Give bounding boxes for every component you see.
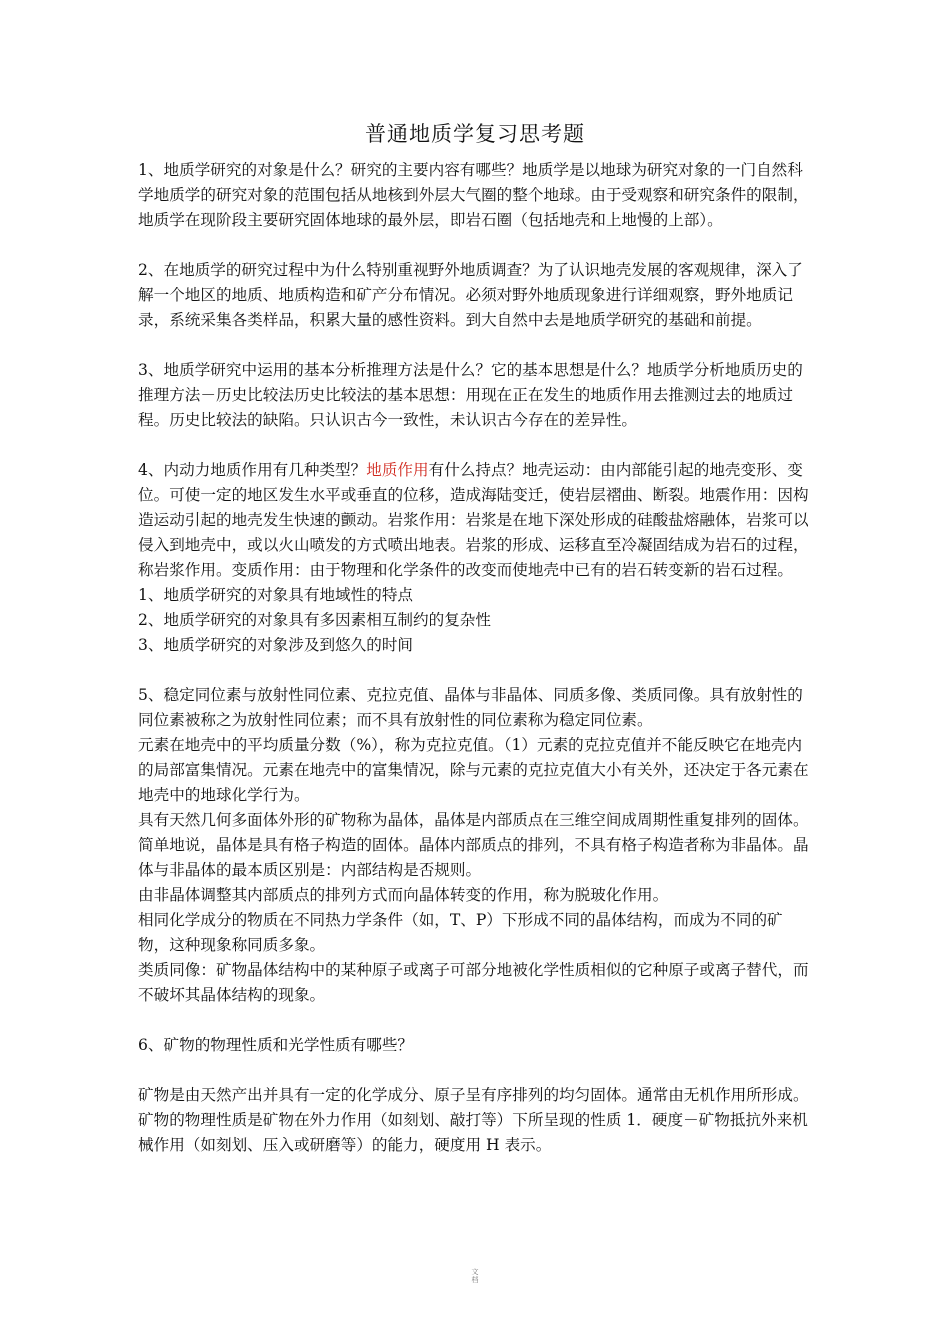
paragraph-gap — [138, 1058, 810, 1083]
question-4-part1: 4、内动力地质作用有几种类型？ — [138, 461, 367, 479]
question-5-paragraph: 5、稳定同位素与放射性同位素、克拉克值、晶体与非晶体、同质多像、类质同像。具有放射性的同位素被称之为放射性同位素；而不具有放射性的同位素称为稳定同位素。 — [138, 686, 803, 729]
highlighted-term: 地质作用 — [366, 461, 429, 479]
document-body — [138, 158, 810, 1158]
paragraph-gap — [138, 1008, 810, 1033]
list-item: 1、地质学研究的对象具有地域性的特点 — [138, 586, 414, 604]
question-4-part2: 有什么持点？地壳运动：由内部能引起的地壳变形、变位。可使一定的地区发生水平或垂直的位移，造成海陆变迁，使岩层褶曲、断裂。地震作用：因构造运动引起的地壳发生快速的颤动。岩浆作用：岩浆是在地下深处形成的硅酸盐熔融体，岩浆可以侵入到地壳中，或以火山喷发的方式喷出地表。岩浆的形成、运移直至冷凝固结成为岩石的过程，称岩浆作用。变质作用：由于物理和化学条件的改变而使地壳中已有的岩石转变新的岩石过程。 — [138, 461, 809, 579]
question-2: 2、在地质学的研究过程中为什么特别重视野外地质调查？为了认识地壳发展的客观规律，深入了解一个地区的地质、地质构造和矿产分布情况。必须对野外地质现象进行详细观察，野外地质记录，系统采集各类样品，积累大量的感性资料。到大自然中去是地质学研究的基础和前提。 — [138, 261, 803, 329]
question-3: 3、地质学研究中运用的基本分析推理方法是什么？它的基本思想是什么？地质学分析地质历史的推理方法－历史比较法历史比较法的基本思想：用现在正在发生的地质作用去推测过去的地质过程。历史比较法的缺陷。只认识古今一致性，未认识古今存在的差异性。 — [138, 361, 803, 429]
question-4 — [138, 458, 810, 583]
list-item: 2、地质学研究的对象具有多因素相互制约的复杂性 — [138, 611, 491, 629]
question-6: 6、矿物的物理性质和光学性质有哪些？ — [138, 1036, 414, 1054]
page-title: 普通地质学复习思考题 — [365, 122, 585, 146]
question-6-answer: 矿物是由天然产出并具有一定的化学成分、原子呈有序排列的均匀固体。通常由无机作用所形成。矿物的物理性质是矿物在外力作用（如刻划、敲打等）下所呈现的性质 1．硬度－矿物抵抗外来机械作用（如刻划、压入或研磨等）的能力，硬度用 H 表示。 — [138, 1086, 809, 1154]
page-footer — [0, 1268, 950, 1284]
question-5-paragraph: 类质同像：矿物晶体结构中的某种原子或离子可部分地被化学性质相似的它种原子或离子替代，而不破坏其晶体结构的现象。 — [138, 961, 809, 1004]
footer-line: 文 — [471, 1268, 479, 1276]
question-5-paragraph: 具有天然几何多面体外形的矿物称为晶体，晶体是内部质点在三维空间成周期性重复排列的固体。简单地说，晶体是具有格子构造的固体。晶体内部质点的排列，不具有格子构造者称为非晶体。晶体与非晶体的最本质区别是：内部结构是否规则。 — [138, 811, 809, 879]
paragraph-gap — [138, 333, 810, 358]
paragraph-gap — [138, 233, 810, 258]
footer-line: 档 — [471, 1276, 479, 1284]
question-5-paragraph: 元素在地壳中的平均质量分数（%），称为克拉克值。（1）元素的克拉克值并不能反映它在地壳内的局部富集情况。元素在地壳中的富集情况，除与元素的克拉克值大小有关外，还决定于各元素在地壳中的地球化学行为。 — [138, 736, 809, 804]
question-5-paragraph: 相同化学成分的物质在不同热力学条件（如，T、P）下形成不同的晶体结构，而成为不同的矿物，这种现象称同质多象。 — [138, 911, 783, 954]
question-5-paragraph: 由非晶体调整其内部质点的排列方式而向晶体转变的作用，称为脱玻化作用。 — [138, 886, 669, 904]
list-item: 3、地质学研究的对象涉及到悠久的时间 — [138, 636, 414, 654]
paragraph-gap — [138, 658, 810, 683]
question-1: 1、地质学研究的对象是什么？研究的主要内容有哪些？地质学是以地球为研究对象的一门自然科学地质学的研究对象的范围包括从地核到外层大气圈的整个地球。由于受观察和研究条件的限制，地质学在现阶段主要研究固体地球的最外层，即岩石圈（包括地壳和上地慢的上部）。 — [138, 161, 809, 229]
paragraph-gap — [138, 433, 810, 458]
